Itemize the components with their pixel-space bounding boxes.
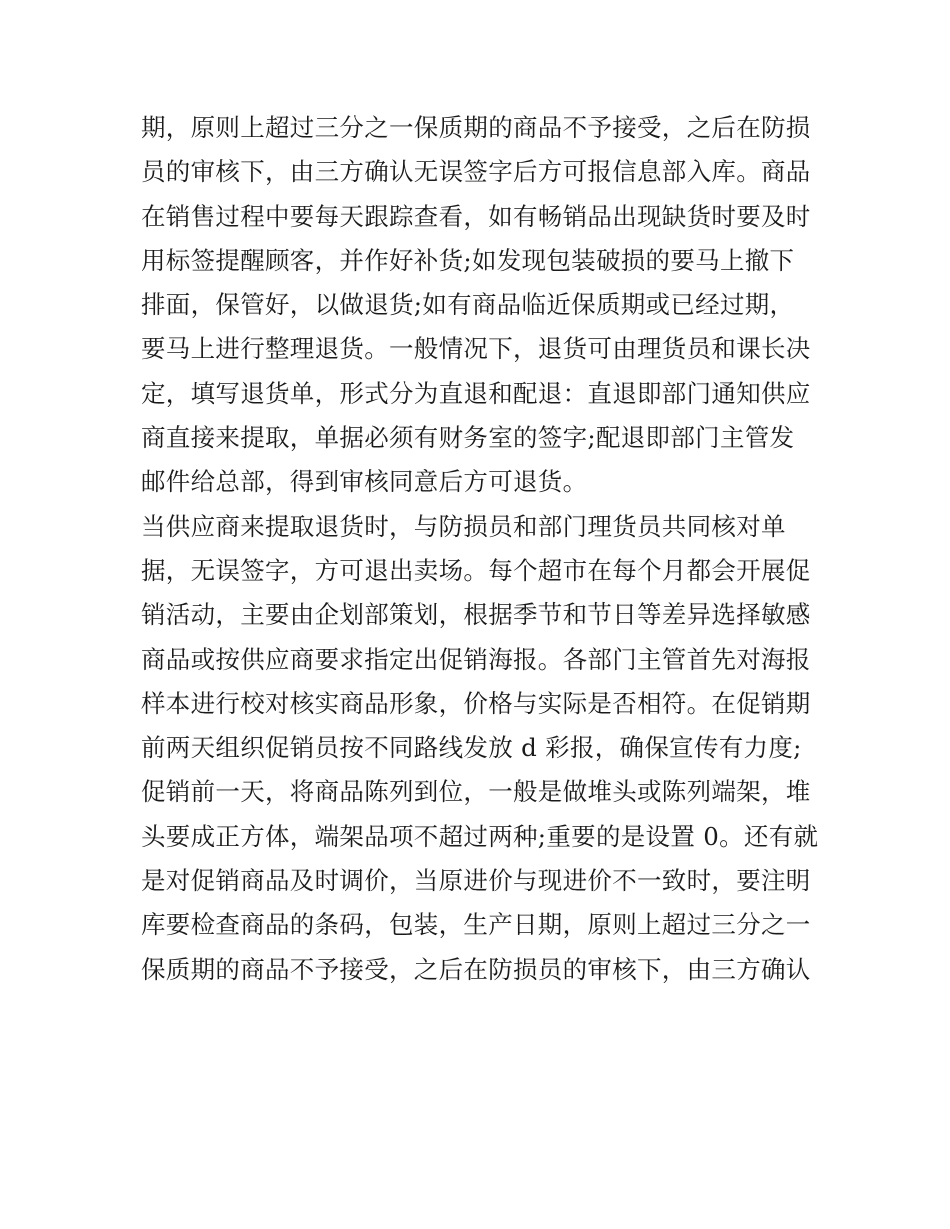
text-line: 员的审核下，由三方确认无误签字后方可报信息部入库。商品	[141, 157, 811, 187]
text-line: 定，填写退货单，形式分为直退和配退：直退即部门通知供应	[141, 378, 811, 408]
text-line: 商品或按供应商要求指定出促销海报。各部门主管首先对海报	[141, 644, 811, 674]
text-line: 头要成正方体，端架品项不超过两种;重要的是设置 0。还有就	[141, 821, 819, 851]
text-line: 前两天组织促销员按不同路线发放 d 彩报，确保宣传有力度;	[141, 733, 802, 763]
document-body	[141, 106, 821, 992]
text-line: 样本进行校对核实商品形象，价格与实际是否相符。在促销期	[141, 688, 811, 718]
text-line: 要马上进行整理退货。一般情况下，退货可由理货员和课长决	[141, 334, 811, 364]
text-line: 用标签提醒顾客，并作好补货;如发现包装破损的要马上撤下	[141, 245, 795, 275]
text-line: 保质期的商品不予接受，之后在防损员的审核下，由三方确认	[141, 954, 811, 984]
text-line: 期，原则上超过三分之一保质期的商品不予接受，之后在防损	[141, 113, 811, 142]
text-line: 排面，保管好，以做退货;如有商品临近保质期或已经过期，	[141, 290, 795, 320]
text-line: 是对促销商品及时调价，当原进价与现进价不一致时，要注明	[141, 866, 811, 896]
text-line: 库要检查商品的条码，包装，生产日期，原则上超过三分之一	[141, 910, 811, 940]
text-line: 当供应商来提取退货时，与防损员和部门理货员共同核对单	[141, 511, 786, 541]
text-line: 据，无误签字，方可退出卖场。每个超市在每个月都会开展促	[141, 555, 811, 585]
text-line: 销活动，主要由企划部策划，根据季节和节日等差异选择敏感	[141, 600, 811, 630]
text-line: 促销前一天，将商品陈列到位，一般是做堆头或陈列端架，堆	[141, 777, 811, 807]
text-line: 在销售过程中要每天跟踪查看，如有畅销品出现缺货时要及时	[141, 201, 811, 231]
text-line: 商直接来提取，单据必须有财务室的签字;配退即部门主管发	[141, 423, 795, 453]
text-line: 邮件给总部，得到审核同意后方可退货。	[141, 467, 588, 497]
